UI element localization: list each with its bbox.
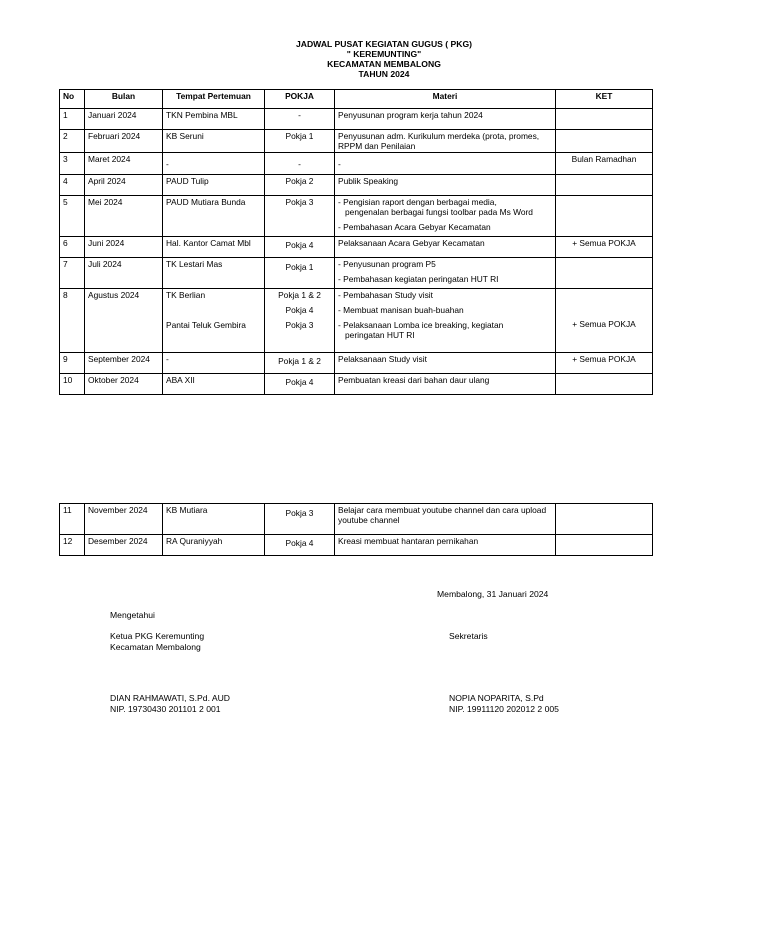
materi-line: - Pembahasan Study visit: [338, 290, 433, 300]
cell-tempat: PAUD Tulip: [163, 175, 265, 196]
table-row: [60, 196, 653, 237]
table-row: [60, 258, 653, 289]
cell-tempat: [163, 289, 265, 353]
cell-tempat: RA Quraniyyah: [163, 535, 265, 556]
cell-materi: Penyusunan adm. Kurikulum merdeka (prota, promes, RPPM dan Penilaian: [335, 130, 556, 153]
table-row: [60, 175, 653, 196]
cell-tempat: ABA XII: [163, 374, 265, 395]
cell-no: 9: [60, 353, 85, 374]
left-role-line-1: Ketua PKG Keremunting: [110, 631, 205, 641]
left-signatory-nip: NIP. 19730430 201101 2 001: [110, 704, 221, 714]
title-line-4: TAHUN 2024: [358, 69, 410, 79]
place-date: Membalong, 31 Januari 2024: [437, 589, 549, 599]
cell-materi: Pelaksanaan Acara Gebyar Kecamatan: [335, 237, 556, 258]
table-row: [60, 289, 653, 353]
pokja-line: Pokja 3: [285, 320, 314, 330]
pokja-line: Pokja 1 & 2: [278, 290, 321, 300]
cell-materi: [335, 258, 556, 289]
title-line-2: " KEREMUNTING": [346, 49, 422, 59]
table-row: [60, 353, 653, 374]
cell-materi: [335, 196, 556, 237]
materi-line: pengenalan berbagai fungsi toolbar pada Ms Word: [345, 207, 533, 217]
header-tempat: Tempat Pertemuan: [163, 90, 265, 109]
cell-materi: -: [335, 153, 556, 175]
cell-no: 8: [60, 289, 85, 353]
cell-materi: [335, 289, 556, 353]
cell-pokja: Pokja 1 & 2: [265, 353, 335, 374]
cell-bulan: Desember 2024: [85, 535, 163, 556]
materi-line: - Pembahasan Acara Gebyar Kecamatan: [338, 222, 491, 232]
cell-ket: [556, 374, 653, 395]
header-bulan: Bulan: [85, 90, 163, 109]
cell-bulan: November 2024: [85, 504, 163, 535]
cell-materi: Publik Speaking: [335, 175, 556, 196]
schedule-table-continued: [59, 503, 653, 556]
cell-materi: Kreasi membuat hantaran pernikahan: [335, 535, 556, 556]
cell-ket: [556, 130, 653, 153]
table-row: [60, 535, 653, 556]
left-role-line-2: Kecamatan Membalong: [110, 642, 201, 652]
cell-ket: + Semua POKJA: [556, 353, 653, 374]
cell-tempat: PAUD Mutiara Bunda: [163, 196, 265, 237]
cell-bulan: April 2024: [85, 175, 163, 196]
cell-tempat: Hal. Kantor Camat Mbl: [163, 237, 265, 258]
cell-bulan: September 2024: [85, 353, 163, 374]
cell-no: 2: [60, 130, 85, 153]
cell-pokja: Pokja 3: [265, 196, 335, 237]
cell-ket: + Semua POKJA: [556, 237, 653, 258]
cell-ket: [556, 196, 653, 237]
cell-ket: [556, 175, 653, 196]
header-materi: Materi: [335, 90, 556, 109]
header-no: No: [60, 90, 85, 109]
cell-pokja: -: [265, 153, 335, 175]
cell-tempat: TK Lestari Mas: [163, 258, 265, 289]
cell-materi: Pembuatan kreasi dari bahan daur ulang: [335, 374, 556, 395]
cell-tempat: -: [163, 153, 265, 175]
cell-ket: + Semua POKJA: [556, 289, 653, 353]
cell-materi: Belajar cara membuat youtube channel dan cara upload youtube channel: [335, 504, 556, 535]
schedule-table: [59, 89, 653, 395]
table-row: [60, 153, 653, 175]
table-header-row: [60, 90, 653, 109]
cell-tempat: -: [163, 353, 265, 374]
header-pokja: POKJA: [265, 90, 335, 109]
cell-no: 1: [60, 109, 85, 130]
cell-pokja: Pokja 4: [265, 535, 335, 556]
cell-bulan: Februari 2024: [85, 130, 163, 153]
cell-no: 6: [60, 237, 85, 258]
table-row: [60, 374, 653, 395]
right-signatory-name: NOPIA NOPARITA, S.Pd: [449, 693, 544, 703]
pokja-line: Pokja 4: [285, 305, 314, 315]
cell-materi: Penyusunan program kerja tahun 2024: [335, 109, 556, 130]
right-role: Sekretaris: [449, 631, 488, 641]
cell-tempat: KB Seruni: [163, 130, 265, 153]
cell-ket: [556, 109, 653, 130]
document-title: [0, 39, 768, 79]
cell-pokja: Pokja 4: [265, 374, 335, 395]
cell-no: 3: [60, 153, 85, 175]
cell-ket: [556, 258, 653, 289]
left-signatory-name: DIAN RAHMAWATI, S.Pd. AUD: [110, 693, 231, 703]
cell-pokja: Pokja 3: [265, 504, 335, 535]
cell-ket: [556, 504, 653, 535]
materi-line: - Pengisian raport dengan berbagai media,: [338, 197, 497, 207]
table-row: [60, 504, 653, 535]
cell-pokja: Pokja 1: [265, 258, 335, 289]
cell-bulan: Januari 2024: [85, 109, 163, 130]
materi-line: - Pembahasan kegiatan peringatan HUT RI: [338, 274, 499, 284]
table-row: [60, 130, 653, 153]
cell-ket: Bulan Ramadhan: [556, 153, 653, 175]
materi-line: - Pelaksanaan Lomba ice breaking, kegiatan: [338, 320, 504, 330]
cell-bulan: Mei 2024: [85, 196, 163, 237]
tempat-line: TK Berlian: [166, 290, 206, 300]
cell-bulan: Maret 2024: [85, 153, 163, 175]
table-row: [60, 109, 653, 130]
cell-ket: [556, 535, 653, 556]
materi-line: - Penyusunan program P5: [338, 259, 436, 269]
cell-pokja: Pokja 4: [265, 237, 335, 258]
mengetahui-label: Mengetahui: [110, 610, 155, 620]
cell-no: 11: [60, 504, 85, 535]
table-row: [60, 237, 653, 258]
tempat-line: Pantai Teluk Gembira: [166, 320, 246, 330]
cell-pokja: Pokja 2: [265, 175, 335, 196]
title-line-3: KECAMATAN MEMBALONG: [327, 59, 441, 69]
cell-no: 5: [60, 196, 85, 237]
cell-pokja: -: [265, 109, 335, 130]
cell-no: 7: [60, 258, 85, 289]
materi-line: peringatan HUT RI: [345, 330, 415, 340]
cell-no: 10: [60, 374, 85, 395]
cell-pokja: [265, 289, 335, 353]
cell-tempat: TKN Pembina MBL: [163, 109, 265, 130]
materi-line: - Membuat manisan buah-buahan: [338, 305, 464, 315]
cell-bulan: Juni 2024: [85, 237, 163, 258]
cell-no: 12: [60, 535, 85, 556]
header-ket: KET: [556, 90, 653, 109]
cell-materi: Pelaksanaan Study visit: [335, 353, 556, 374]
cell-no: 4: [60, 175, 85, 196]
right-signatory-nip: NIP. 19911120 202012 2 005: [449, 704, 559, 714]
title-line-1: JADWAL PUSAT KEGIATAN GUGUS ( PKG): [295, 39, 472, 49]
cell-bulan: Agustus 2024: [85, 289, 163, 353]
cell-pokja: Pokja 1: [265, 130, 335, 153]
cell-tempat: KB Mutiara: [163, 504, 265, 535]
cell-bulan: Juli 2024: [85, 258, 163, 289]
cell-bulan: Oktober 2024: [85, 374, 163, 395]
